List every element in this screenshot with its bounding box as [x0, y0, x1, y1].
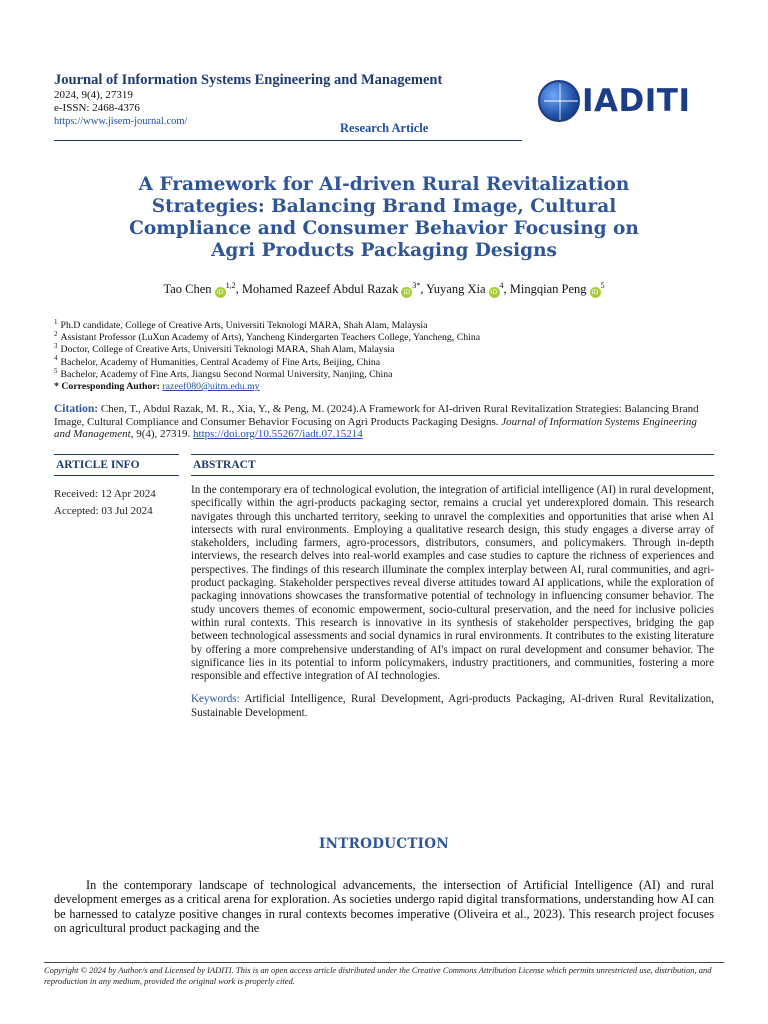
corresponding-label: * Corresponding Author:: [54, 381, 160, 393]
author-name: Yuyang Xia: [426, 282, 486, 296]
affiliation-item: $^2$ Assistant Professor (LuXun Academy of Arts), Yancheng Kindergarten Teachers College, Yancheng, China: [54, 329, 481, 344]
corresponding-email-link[interactable]: razeef080@uitm.edu.my: [162, 381, 260, 393]
affiliation-item: $^1$ Ph.D candidate, College of Creative Arts, Universiti Teknologi MARA, Shah Alam, Malaysia: [54, 317, 428, 331]
article-dates: [54, 486, 179, 520]
introduction-text: In the contemporary landscape of technological advancements, the intersection of Artificial Intelligence (AI) and rural development emerges as a critical arena for exploration. As societies undergo rapid digital transformations, understanding how AI can be harnessed to catalyze positive changes in rural contexts becomes imperative (Oliveira et al., 2023). This research project focuses on agricultural product packaging and the: [54, 878, 714, 935]
orcid-icon[interactable]: iD: [215, 287, 226, 298]
author-name: Tao Chen: [163, 282, 212, 296]
abstract-text: In the contemporary era of technological evolution, the integration of artificial intelligence (AI) in rural development, specifically within the agri-products packaging sector, remains a crucial yet underexplored domain. This research navigates through this uncharted territory, seeking to unravel the complexities and opportunities that arise when AI intersects with rural environments. Employing a qualitative research design, this study engages a diverse array of stakeholders, including farmers, agro-processors, distributors, consumers, and policymakers. Through in-depth interviews, the research delves into real-world examples and case studies to capture the richness of experiences and perspectives. The findings of this research illuminate the complex interplay between AI, rural communities, and agri-product packaging. Stakeholder perspectives reveal diverse attitudes toward AI applications, while the exploration of packaging innovations showcases the transformative potential of technology in influencing consumer behavior. The study uncovers themes of economic empowerment, socio-cultural preservation, and the need for inclusive policies within rural contexts. This research is innovative in its synthesis of stakeholder perspectives, bridging the gap between technological assessments and social dynamics in rural environments. It contributes to the existing literature by offering a more comprehensive understanding of AI's impact on rural development and consumer behavior. The significance lies in its potential to inform policymakers, industry practitioners, and communities, fostering a more responsible and effective integration of AI technologies.: [191, 484, 714, 683]
citation-block: [54, 403, 714, 441]
author-affil-sup: 4: [499, 280, 504, 290]
globe-icon: [538, 80, 580, 122]
orcid-icon[interactable]: iD: [401, 287, 412, 298]
citation-label: Citation:: [54, 403, 99, 415]
orcid-icon[interactable]: iD: [489, 287, 500, 298]
introduction-heading: INTRODUCTION: [319, 836, 449, 852]
author-affil-sup: 5: [600, 280, 605, 290]
citation-journal: Journal of Information Systems Engineering and Management: [54, 415, 697, 441]
journal-url-link[interactable]: https://www.jisem-journal.com/: [54, 116, 188, 127]
author-name: Mohamed Razeef Abdul Razak: [241, 282, 399, 296]
copyright-footer: Copyright © 2024 by Author/s and Licensed by IADITI. This is an open access article distributed under the Creative Commons Attribution License which permits unrestricted use, distribution, and reproduction in any medium, provided the original work is properly cited.: [44, 962, 724, 987]
title-line: Strategies: Balancing Brand Image, Cultural: [151, 196, 617, 217]
corresponding-author: [54, 381, 714, 393]
author-list: Tao Chen iD$^{1,2}$, Mohamed Razeef Abdul Razak $iD^{3*}$, Yuyang Xia $iD^4$, Mingqian Peng $iD^5$: [163, 280, 605, 296]
title-line: Agri Products Packaging Designs: [211, 240, 557, 261]
article-info-panel: [54, 454, 179, 520]
title-line: A Framework for AI-driven Rural Revitalization: [138, 174, 630, 195]
journal-name: Journal of Information Systems Engineering and Management: [54, 72, 443, 88]
author-name: Mingqian Peng: [509, 282, 587, 296]
issn-line: e-ISSN: 2468-4376: [54, 102, 140, 114]
keywords-label: Keywords:: [191, 693, 240, 706]
citation-volume: , 9(4), 27319.: [130, 428, 191, 441]
affiliation-item: $^3$ Doctor, College of Creative Arts, Universiti Teknologi MARA, Shah Alam, Malaysia: [54, 342, 395, 356]
abstract-heading: ABSTRACT: [191, 454, 714, 476]
received-date: Received: 12 Apr 2024: [54, 488, 156, 500]
paper-title: [54, 174, 714, 262]
author-affil-sup: 3*: [412, 280, 421, 290]
affiliation-item: $^5$ Bachelor, Academy of Fine Arts, Jiangsu Second Normal University, Nanjing, China: [54, 366, 393, 380]
journal-header: [54, 72, 714, 142]
logo-text: IADITI: [582, 83, 691, 119]
author-affil-sup: 1,2: [225, 280, 236, 290]
volume-line: 2024, 9(4), 27319: [54, 89, 133, 101]
affiliation-item: $^4$ Bachelor, Academy of Humanities, Central Academy of Fine Arts, Beijing, China: [54, 354, 381, 368]
orcid-icon[interactable]: iD: [590, 287, 601, 298]
header-divider: [54, 140, 522, 141]
affiliation-list: [54, 317, 714, 393]
article-type-label: Research Article: [340, 121, 429, 135]
citation-text: Chen, T., Abdul Razak, M. R., Xia, Y., & Peng, M. (2024).A Framework for AI-driven Rural Revitalization Strategies: Balancing Brand Image, Cultural Compliance and Consumer Behavior Focusing on Agri Products Packaging Designs.: [54, 403, 699, 428]
article-info-heading: ARTICLE INFO: [54, 454, 179, 476]
iaditi-logo: [538, 78, 714, 124]
abstract-panel: [191, 454, 714, 720]
keywords-text: Artificial Intelligence, Rural Development, Agri-products Packaging, AI-driven Rural Revitalization, Sustainable Development.: [191, 693, 714, 719]
keywords-block: [191, 693, 714, 720]
accepted-date: Accepted: 03 Jul 2024: [54, 505, 153, 517]
doi-link[interactable]: https://doi.org/10.55267/iadt.07.15214: [193, 428, 363, 441]
title-line: Compliance and Consumer Behavior Focusing on: [129, 218, 639, 239]
